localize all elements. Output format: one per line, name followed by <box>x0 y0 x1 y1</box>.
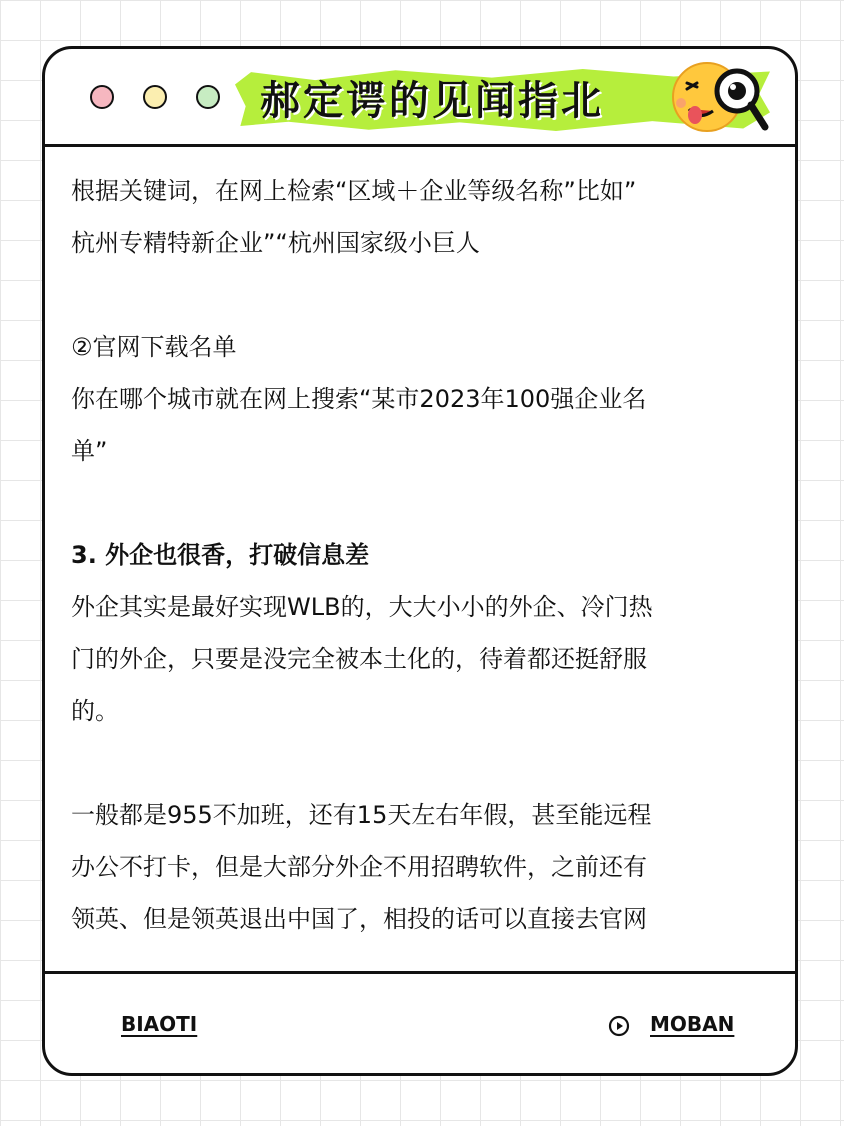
paragraph-line: 领英、但是领英退出中国了，相投的话可以直接去官网 <box>71 905 647 933</box>
section-heading: 3. 外企也很香，打破信息差 <box>71 541 370 569</box>
play-circle-icon[interactable] <box>608 1015 630 1037</box>
window-dot-green <box>196 85 220 109</box>
paragraph-line: 你在哪个城市就在网上搜索“某市2023年100强企业名 <box>71 385 647 413</box>
spacer <box>71 477 781 529</box>
paragraph-line: 的。 <box>71 697 119 725</box>
footer-biaoti-link[interactable]: BIAOTI <box>121 1012 198 1036</box>
paragraph-line: 单” <box>71 437 108 465</box>
subheading: ②官网下载名单 <box>71 333 237 361</box>
winking-face-with-magnifier-icon <box>665 53 775 141</box>
paragraph-line: 杭州专精特新企业”“杭州国家级小巨人 <box>71 229 480 257</box>
article-body <box>71 165 781 945</box>
card <box>42 46 798 1076</box>
paragraph-line: 一般都是955不加班，还有15天左右年假，甚至能远程 <box>71 801 652 829</box>
paragraph-line: 根据关键词，在网上检索“区域＋企业等级名称”比如” <box>71 177 637 205</box>
footer-moban-link[interactable]: MOBAN <box>650 1012 735 1036</box>
paragraph-line: 门的外企，只要是没完全被本土化的，待着都还挺舒服 <box>71 645 647 673</box>
header-bar <box>45 49 795 147</box>
spacer <box>71 737 781 789</box>
footer-bar <box>45 971 795 1073</box>
spacer <box>71 269 781 321</box>
paragraph-line: 外企其实是最好实现WLB的，大大小小的外企、冷门热 <box>71 593 653 621</box>
paragraph-line: 办公不打卡，但是大部分外企不用招聘软件，之前还有 <box>71 853 647 881</box>
window-dot-pink <box>90 85 114 109</box>
page-title: 郝定谔的见闻指北 <box>260 78 604 124</box>
window-dot-yellow <box>143 85 167 109</box>
